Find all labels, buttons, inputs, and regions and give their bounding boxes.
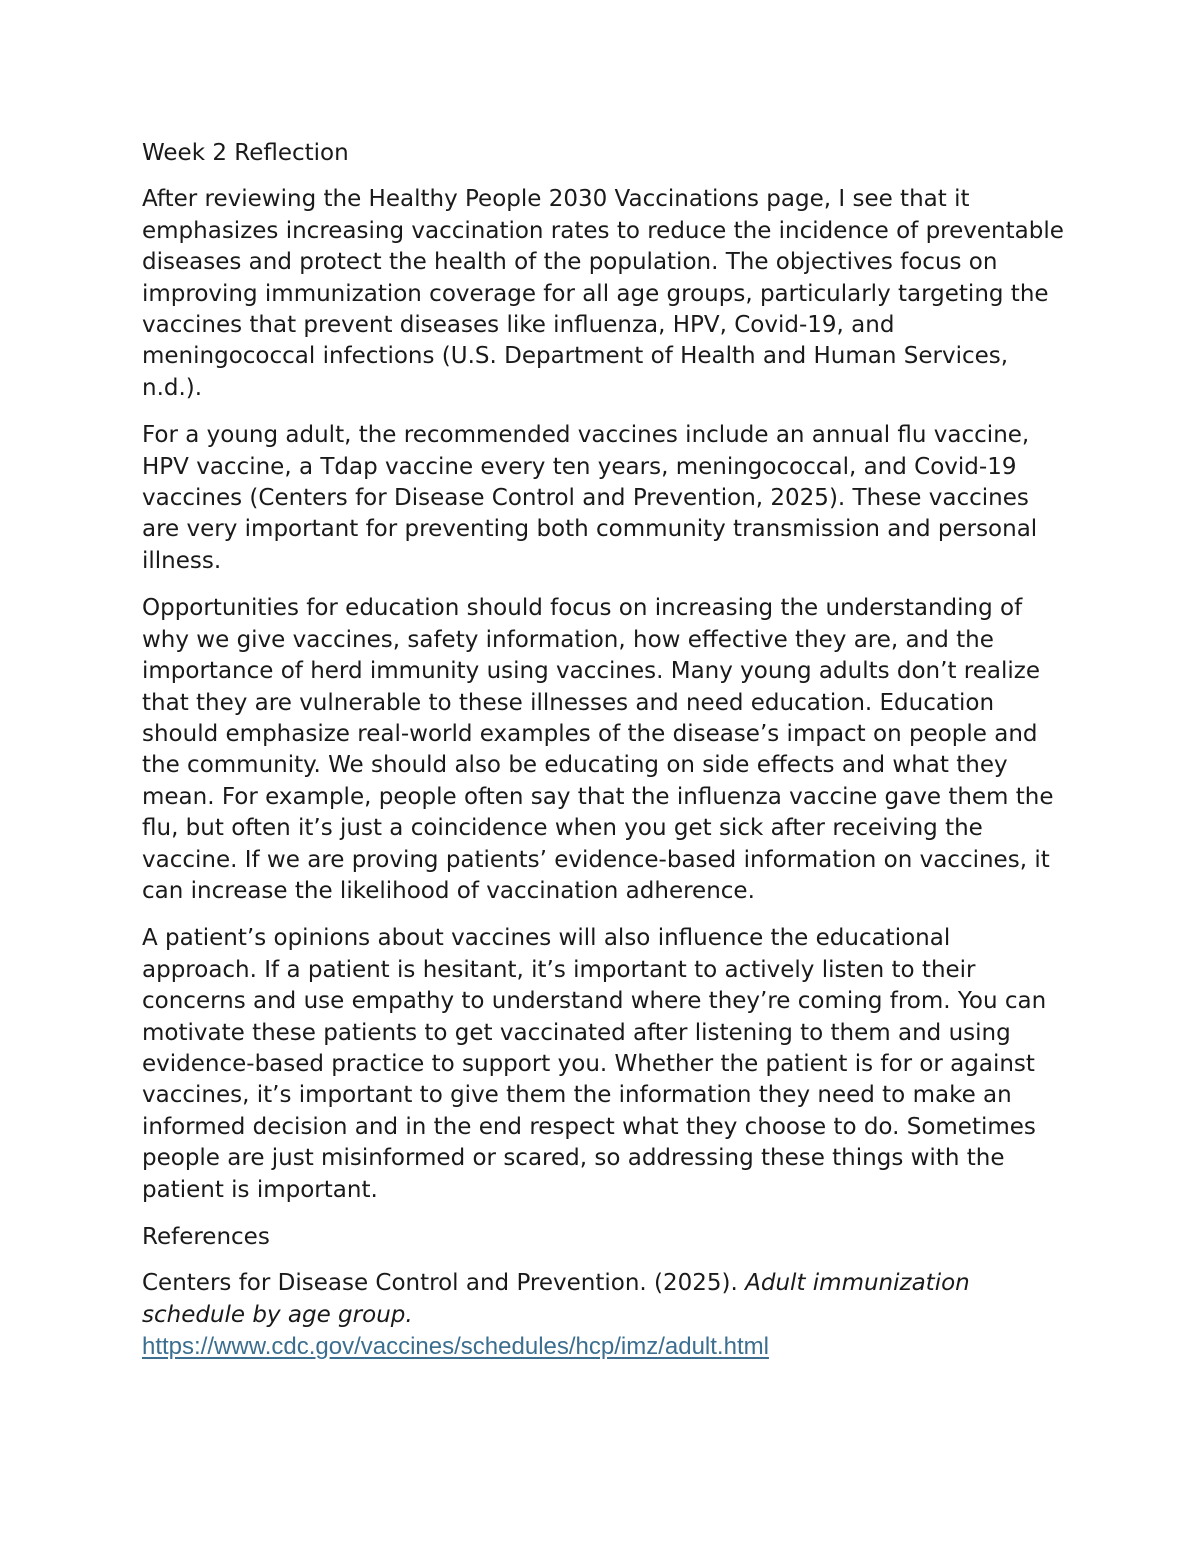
paragraph-healthy-people: After reviewing the Healthy People 2030 Vaccinations page, I see that it emphasizes increasing vaccination rates to reduce the incidence of preventable diseases and protect the health of the population. The objectives focus on improving immunization coverage for all age groups, particularly targeting the vaccines that prevent diseases like influenza, HPV, Covid-19, and meningococcal infections (U.S. Department of Health and Human Services, n.d.). [142,186,1064,401]
document-page [142,138,1072,1380]
references-heading: References [142,1224,270,1250]
reference-author-year: Centers for Disease Control and Prevention. (2025). [142,1270,746,1297]
reference-title-period: . [405,1301,413,1328]
paragraph-education-opportunities: Opportunities for education should focus on increasing the understanding of why we give vaccines, safety information, how effective they are, and the importance of herd immunity using vaccines. Many young adults don’t realize that they are vulnerable to these illnesses and need education. Education should emphasize real-world examples of the disease’s impact on people and the community. We should also be educating on side effects and what they mean. For example, people often say that the influenza vaccine gave them the flu, but often it’s just a coincidence when you get sick after receiving the vaccine. If we are proving patients’ evidence-based information on vaccines, it can increase the likelihood of vaccination adherence. [142,595,1054,904]
paragraph-young-adult-vaccines: For a young adult, the recommended vaccines include an annual flu vaccine, HPV vaccine, a Tdap vaccine every ten years, meningococcal, and Covid-19 vaccines (Centers for Disease Control and Prevention, 2025). These vaccines are very important for preventing both community transmission and personal illness. [142,422,1038,574]
reference-entry [142,1268,1072,1363]
reference-url-link[interactable]: https://www.cdc.gov/vaccines/schedules/hcp/imz/adult.html [142,1333,769,1361]
reference-title: Adult immunization schedule by age group [142,1270,970,1328]
paragraph-patient-opinions: A patient’s opinions about vaccines will also influence the educational approach. If a patient is hesitant, it’s important to actively listen to their concerns and use empathy to understand where they’re coming from. You can motivate these patients to get vaccinated after listening to them and using evidence-based practice to support you. Whether the patient is for or against vaccines, it’s important to give them the information they need to make an informed decision and in the end respect what they choose to do. Sometimes people are just misinformed or scared, so addressing these things with the patient is important. [142,925,1047,1203]
document-title: Week 2 Reflection [142,140,349,166]
